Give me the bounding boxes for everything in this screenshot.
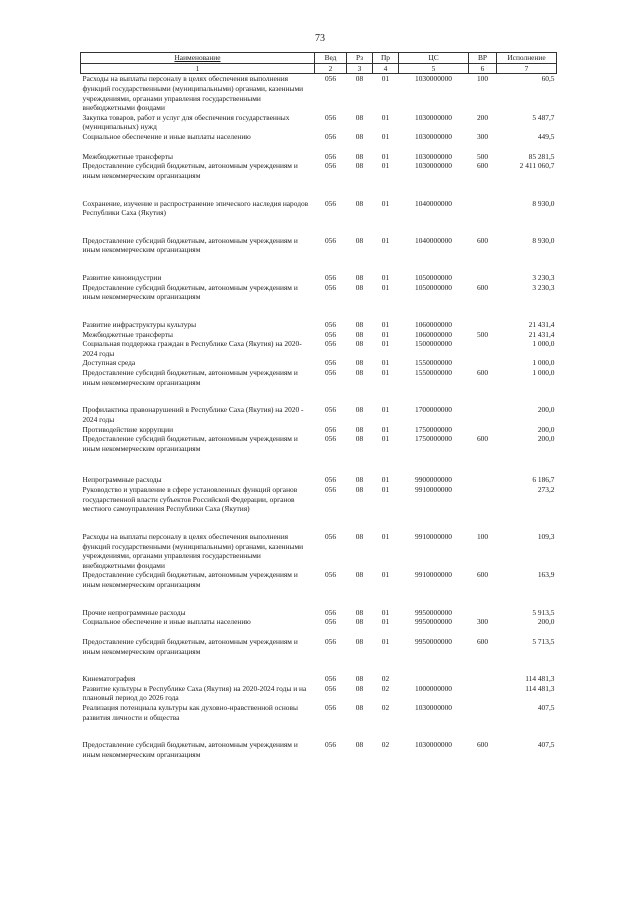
header-number: 1 — [81, 63, 315, 74]
table-row — [81, 283, 557, 302]
row-cs: 9910000000 — [415, 485, 452, 494]
row-rz: 08 — [355, 434, 364, 444]
row-pr: 01 — [381, 112, 390, 122]
row-spacer — [81, 656, 557, 674]
table-row — [81, 358, 557, 368]
row-vr — [469, 273, 497, 283]
row-rz: 08 — [355, 617, 364, 627]
table-row — [81, 330, 557, 340]
header-name: Наименование — [81, 53, 315, 64]
row-ved: 056 — [324, 235, 337, 245]
row-spacer-cell — [81, 722, 557, 740]
row-pr: 01 — [381, 531, 390, 541]
row-name: Развитие киноиндустрии — [82, 273, 162, 282]
table-row — [81, 368, 557, 387]
row-rz: 08 — [355, 329, 364, 339]
row-amount: 21 431,4 — [528, 319, 555, 329]
row-spacer — [81, 181, 557, 199]
row-vr: 600 — [476, 434, 489, 444]
row-spacer-cell — [81, 656, 557, 674]
row-name: Закупка товаров, работ и услуг для обеспечения государственных (муниципальных) нужд — [82, 112, 290, 132]
row-ved: 056 — [324, 636, 337, 646]
row-spacer-cell — [81, 255, 557, 273]
table-row — [81, 570, 557, 589]
row-pr: 02 — [381, 683, 390, 693]
row-name: Прочие непрограммные расходы — [82, 607, 186, 617]
table-body — [81, 74, 557, 760]
row-rz: 08 — [355, 161, 364, 171]
header-number: 2 — [315, 63, 347, 74]
row-cs: 9950000000 — [415, 617, 452, 627]
row-amount: 449,5 — [537, 132, 555, 141]
row-amount: 109,3 — [537, 531, 555, 541]
row-ved: 056 — [324, 617, 337, 627]
row-spacer-cell — [81, 627, 557, 637]
row-vr — [469, 358, 497, 368]
header-number: 3 — [347, 63, 373, 74]
table-row — [81, 273, 557, 283]
row-vr: 600 — [476, 740, 489, 750]
row-ved: 056 — [324, 368, 337, 377]
row-name: Профилактика правонарушений в Республике Саха (Якутия) на 2020 - 2024 годы — [82, 405, 304, 424]
row-cs: 1000000000 — [415, 683, 452, 693]
row-amount: 5 487,7 — [532, 112, 555, 122]
row-name: Межбюджетные трансферты — [82, 151, 173, 161]
table-row — [81, 132, 557, 142]
row-ved: 056 — [324, 112, 337, 122]
row-pr: 01 — [381, 161, 390, 171]
row-cs: 9910000000 — [415, 531, 452, 541]
table-row — [81, 485, 557, 514]
row-ved: 056 — [324, 434, 337, 444]
row-rz: 08 — [355, 740, 364, 750]
row-name: Реализация потенциала культуры как духовно-нравственной основы развития личности и общества — [82, 703, 298, 722]
page-number: 73 — [315, 33, 325, 44]
row-spacer — [81, 218, 557, 236]
row-amount: 407,5 — [537, 740, 555, 750]
row-pr: 01 — [381, 235, 390, 245]
header-number: 6 — [469, 63, 497, 74]
row-name: Противодействие коррупции — [82, 424, 174, 434]
row-amount: 114 481,3 — [525, 674, 555, 684]
row-name: Предоставление субсидий бюджетным, автономным учреждениям и иным некоммерческим организациям — [82, 161, 298, 180]
row-rz: 08 — [355, 273, 364, 282]
row-pr: 01 — [381, 434, 390, 444]
row-pr: 01 — [381, 617, 390, 627]
row-vr: 100 — [476, 531, 489, 541]
table-row — [81, 703, 557, 722]
row-rz: 08 — [355, 235, 364, 245]
row-amount: 200,0 — [537, 434, 555, 444]
row-pr: 01 — [381, 636, 390, 646]
header-number: 4 — [373, 63, 399, 74]
table-row — [81, 199, 557, 218]
row-cs: 1030000000 — [415, 151, 452, 161]
header-pr: Пр — [373, 53, 399, 64]
row-vr: 600 — [476, 235, 489, 245]
row-rz: 08 — [355, 151, 364, 161]
row-ved: 056 — [324, 329, 337, 339]
header-rz: Рз — [347, 53, 373, 64]
row-vr: 100 — [476, 74, 489, 84]
row-spacer — [81, 302, 557, 320]
row-cs: 1550000000 — [415, 358, 452, 368]
row-vr — [469, 485, 497, 514]
row-vr — [469, 475, 497, 485]
row-name: Предоставление субсидий бюджетным, автономным учреждениям и иным некоммерческим организациям — [82, 235, 298, 255]
table-row — [81, 113, 557, 132]
row-spacer — [81, 514, 557, 532]
row-vr — [469, 199, 497, 218]
row-name: Предоставление субсидий бюджетным, автономным учреждениям и иным некоммерческим организациям — [82, 368, 298, 387]
table-row — [81, 152, 557, 162]
row-ved: 056 — [324, 151, 337, 161]
row-cs: 9950000000 — [415, 636, 452, 646]
row-pr: 01 — [381, 339, 390, 349]
row-cs: 1060000000 — [415, 329, 452, 339]
row-cs: 1050000000 — [415, 282, 452, 292]
row-amount: 85 281,5 — [528, 151, 555, 161]
row-ved: 056 — [324, 358, 337, 368]
row-cs: 1050000000 — [415, 273, 452, 282]
row-amount: 8 930,0 — [532, 235, 555, 245]
row-amount: 407,5 — [537, 703, 555, 712]
row-rz: 08 — [355, 674, 364, 684]
row-vr — [469, 425, 497, 435]
table-row — [81, 740, 557, 759]
row-pr: 01 — [381, 151, 390, 161]
row-ved: 056 — [324, 570, 337, 580]
row-cs: 1060000000 — [415, 319, 452, 329]
row-ved: 056 — [324, 485, 337, 494]
header-row — [81, 53, 557, 64]
row-amount: 114 481,3 — [525, 683, 555, 693]
row-vr — [469, 405, 497, 424]
row-cs: 1030000000 — [415, 74, 452, 84]
row-cs: 9910000000 — [415, 570, 452, 580]
row-rz: 08 — [355, 198, 364, 208]
row-rz: 08 — [355, 74, 364, 84]
row-amount: 200,0 — [537, 405, 555, 415]
row-ved: 056 — [324, 405, 337, 415]
row-pr: 01 — [381, 198, 390, 208]
row-pr: 01 — [381, 485, 390, 494]
row-pr: 02 — [381, 740, 390, 750]
row-rz: 08 — [355, 475, 364, 485]
table-row — [81, 608, 557, 618]
row-pr: 01 — [381, 282, 390, 292]
table-row — [81, 684, 557, 703]
row-pr: 01 — [381, 358, 390, 368]
row-vr: 600 — [476, 161, 489, 171]
row-rz: 08 — [355, 570, 364, 580]
row-rz: 08 — [355, 368, 364, 377]
row-vr — [469, 339, 497, 358]
row-rz: 08 — [355, 282, 364, 292]
row-pr: 01 — [381, 368, 390, 377]
row-amount: 200,0 — [537, 424, 555, 434]
row-name: Предоставление субсидий бюджетным, автономным учреждениям и иным некоммерческим организациям — [82, 434, 298, 453]
row-cs: 1030000000 — [415, 112, 452, 122]
table-row — [81, 320, 557, 330]
row-vr: 300 — [476, 617, 489, 627]
row-ved: 056 — [324, 74, 337, 84]
row-vr — [469, 684, 497, 703]
row-vr — [469, 703, 497, 722]
row-rz: 08 — [355, 358, 364, 368]
row-spacer-cell — [81, 514, 557, 532]
row-vr: 500 — [476, 329, 489, 339]
row-amount: 1 000,0 — [532, 368, 555, 377]
row-rz: 08 — [355, 683, 364, 693]
row-name: Непрограммные расходы — [82, 475, 162, 485]
table-row — [81, 405, 557, 424]
row-ved: 056 — [324, 674, 337, 684]
budget-table — [80, 52, 557, 760]
row-cs: 1750000000 — [415, 434, 452, 444]
row-ved: 056 — [324, 607, 337, 617]
row-cs — [399, 674, 469, 684]
row-spacer-cell — [81, 590, 557, 608]
row-ved: 056 — [324, 132, 337, 141]
table-row — [81, 532, 557, 571]
row-name: Социальная поддержка граждан в Республике Саха (Якутия) на 2020-2024 годы — [82, 339, 302, 358]
row-name: Предоставление субсидий бюджетным, автономным учреждениям и иным некоммерческим организациям — [82, 570, 298, 589]
row-name: Предоставление субсидий бюджетным, автономным учреждениям и иным некоммерческим организациям — [82, 740, 298, 759]
row-vr: 200 — [476, 112, 489, 122]
row-amount: 273,2 — [537, 485, 555, 494]
row-ved: 056 — [324, 424, 337, 434]
row-amount: 21 431,4 — [528, 329, 555, 339]
row-ved: 056 — [324, 282, 337, 292]
row-pr: 01 — [381, 405, 390, 415]
row-spacer — [81, 627, 557, 637]
row-cs: 1500000000 — [415, 339, 452, 349]
row-cs: 1040000000 — [415, 198, 452, 208]
row-rz: 08 — [355, 132, 364, 141]
row-name: Предоставление субсидий бюджетным, автономным учреждениям и иным некоммерческим организациям — [82, 282, 298, 302]
row-pr: 01 — [381, 570, 390, 580]
table-row — [81, 425, 557, 435]
table-row — [81, 475, 557, 485]
header-ved: Вед — [315, 53, 347, 64]
row-pr: 01 — [381, 273, 390, 282]
row-cs: 1030000000 — [415, 740, 452, 750]
row-vr — [469, 674, 497, 684]
row-amount: 60,5 — [541, 74, 555, 84]
row-spacer-cell — [81, 218, 557, 236]
row-amount: 1 000,0 — [532, 339, 555, 349]
row-ved: 056 — [324, 703, 337, 712]
row-ved: 056 — [324, 339, 337, 349]
row-rz: 08 — [355, 339, 364, 349]
row-cs: 1030000000 — [415, 703, 452, 712]
row-pr: 01 — [381, 74, 390, 84]
row-rz: 08 — [355, 112, 364, 122]
row-spacer-cell — [81, 181, 557, 199]
row-amount: 200,0 — [537, 617, 555, 627]
row-rz: 08 — [355, 405, 364, 415]
row-ved: 056 — [324, 161, 337, 171]
row-cs: 1550000000 — [415, 368, 452, 377]
row-amount: 3 230,3 — [532, 273, 555, 282]
row-spacer — [81, 255, 557, 273]
row-cs: 1030000000 — [415, 161, 452, 171]
row-spacer-cell — [81, 142, 557, 152]
header-cs: ЦС — [399, 53, 469, 64]
row-pr: 01 — [381, 132, 390, 141]
row-amount: 2 411 060,7 — [519, 161, 555, 171]
row-name: Предоставление субсидий бюджетным, автономным учреждениям и иным некоммерческим организациям — [82, 636, 298, 656]
row-spacer — [81, 590, 557, 608]
row-ved: 056 — [324, 683, 337, 693]
row-amount: 8 930,0 — [532, 198, 555, 208]
header-number-row — [81, 63, 557, 74]
row-spacer — [81, 142, 557, 152]
row-ved: 056 — [324, 740, 337, 750]
row-vr: 600 — [476, 368, 489, 377]
row-ved: 056 — [324, 273, 337, 282]
row-name: Развитие инфраструктуры культуры — [82, 319, 197, 329]
row-amount: 163,9 — [537, 570, 555, 580]
row-name: Межбюджетные трансферты — [82, 329, 173, 339]
row-name: Социальное обеспечение и иные выплаты населению — [82, 132, 251, 141]
row-ved: 056 — [324, 531, 337, 541]
row-vr — [469, 608, 497, 618]
row-spacer — [81, 453, 557, 475]
row-amount: 5 713,5 — [532, 636, 555, 646]
row-rz: 08 — [355, 485, 364, 494]
row-name: Социальное обеспечение и иные выплаты населению — [82, 617, 251, 627]
row-rz: 08 — [355, 607, 364, 617]
row-rz: 08 — [355, 424, 364, 434]
row-rz: 08 — [355, 531, 364, 541]
row-name: Доступная среда — [82, 358, 136, 368]
row-amount: 6 186,7 — [532, 475, 555, 485]
row-name: Развитие культуры в Республике Саха (Якутия) на 2020-2024 годы и на плановый период до 2026 года — [82, 683, 307, 703]
header-number: 7 — [497, 63, 557, 74]
row-vr: 600 — [476, 570, 489, 580]
row-ved: 056 — [324, 198, 337, 208]
row-vr: 300 — [476, 132, 489, 141]
row-vr: 600 — [476, 636, 489, 646]
row-ved: 056 — [324, 475, 337, 485]
row-cs: 9900000000 — [415, 475, 452, 485]
row-spacer-cell — [81, 387, 557, 405]
row-spacer — [81, 387, 557, 405]
table-row — [81, 339, 557, 358]
row-pr: 01 — [381, 607, 390, 617]
row-rz: 08 — [355, 319, 364, 329]
row-spacer-cell — [81, 302, 557, 320]
row-cs: 1700000000 — [415, 405, 452, 415]
row-spacer-cell — [81, 453, 557, 475]
row-rz: 08 — [355, 636, 364, 646]
row-ved: 056 — [324, 319, 337, 329]
row-vr: 500 — [476, 151, 489, 161]
row-name: Расходы на выплаты персоналу в целях обеспечения выполнения функций государственными (муниципальными) органами, казенными учреждениями, органами управления государственными внебюджетными фондами — [82, 74, 304, 113]
row-pr: 02 — [381, 674, 390, 684]
row-pr: 01 — [381, 319, 390, 329]
row-cs: 1750000000 — [415, 424, 452, 434]
row-cs: 1030000000 — [415, 132, 452, 141]
row-amount: 3 230,3 — [532, 282, 555, 292]
row-vr — [469, 320, 497, 330]
table-row — [81, 674, 557, 684]
row-name: Кинематография — [82, 674, 136, 684]
table-row — [81, 637, 557, 656]
row-name: Расходы на выплаты персоналу в целях обеспечения выполнения функций государственными (муниципальными) органами, казенными учреждениями, органами управления государственными внебюджетными фондами — [82, 531, 304, 570]
row-spacer — [81, 722, 557, 740]
row-rz: 08 — [355, 703, 364, 712]
table-row — [81, 161, 557, 180]
row-cs: 1040000000 — [415, 235, 452, 245]
table-row — [81, 74, 557, 113]
row-pr: 01 — [381, 329, 390, 339]
row-pr: 02 — [381, 703, 390, 712]
table-row — [81, 617, 557, 627]
row-vr: 600 — [476, 282, 489, 292]
row-amount: 5 913,5 — [532, 607, 555, 617]
row-pr: 01 — [381, 424, 390, 434]
header-vr: ВР — [469, 53, 497, 64]
table-row — [81, 236, 557, 255]
header-amount: Исполнение — [497, 53, 557, 64]
row-pr: 01 — [381, 475, 390, 485]
row-amount: 1 000,0 — [532, 358, 555, 368]
header-number: 5 — [399, 63, 469, 74]
row-cs: 9950000000 — [415, 607, 452, 617]
table-row — [81, 434, 557, 453]
row-name: Сохранение, изучение и распространение эпического наследия народов Республики Саха (Якутия) — [82, 198, 309, 218]
row-name: Руководство и управление в сфере установленных функций органов государственной власти субъектов Российской Федерации, органов местного самоуправления Республики Саха (Якутия) — [82, 485, 298, 514]
